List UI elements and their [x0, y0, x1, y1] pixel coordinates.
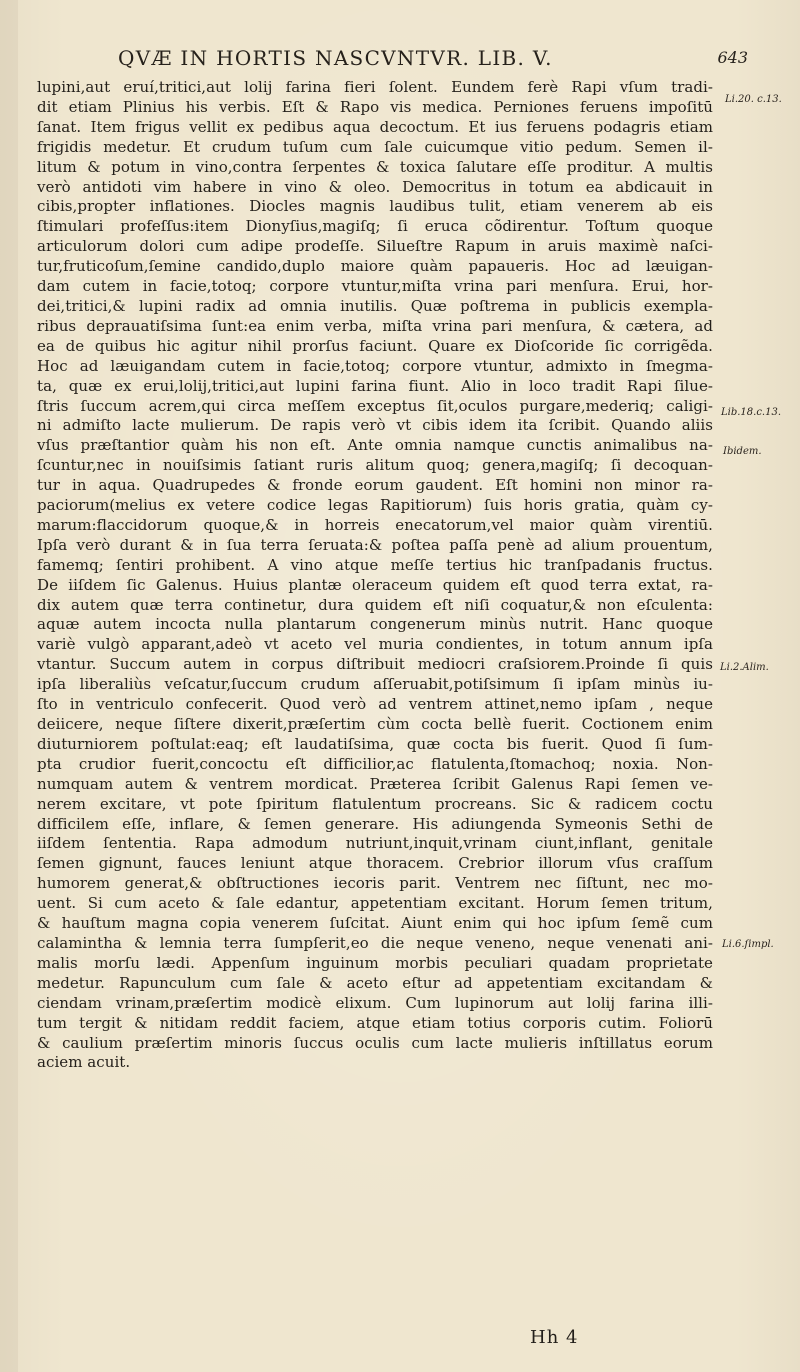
text-line: ta, quæ ex erui,lolij,tritici,aut lupini farina fiunt. Alio in loco tradit Rapi ſilue- — [37, 376, 713, 395]
text-line: verò antidoti vim habere in vino & oleo. Democritus in totum ea abdicauit in — [37, 177, 713, 196]
text-line: lupini,aut eruí,tritici,aut lolij farina fieri ſolent. Eundem ferè Rapi vſum tradi- — [37, 78, 713, 96]
signature-mark: Hh 4 — [530, 1327, 579, 1348]
margin-note: Lib.18.c.13. — [721, 407, 782, 418]
text-line: marum:flaccidorum quoque,& in horreis enecatorum,vel maior quàm virentiū. — [37, 515, 713, 534]
text-line: tum tergit & nitidam reddit faciem, atque etiam totius corporis cutim. Foliorū — [37, 1013, 713, 1032]
text-line: vſus præſtantior quàm his non eſt. Ante omnia namque cunctis animalibus na- — [37, 436, 713, 455]
text-line: famemq; ſentiri prohibent. A vino atque meſſe tertius hic tranſpadanis fructus. — [37, 555, 713, 574]
text-line: iiſdem ſententia. Rapa admodum nutriunt,inquit,vrinam ciunt,inflant, genitale — [37, 834, 713, 853]
text-line: tur,fruticoſum,ſemine candido,duplo maiore quàm papaueris. Hoc ad læuigan- — [37, 257, 713, 276]
text-line: ribus deprauatiſsima ſunt:ea enim verba, miſta vrina pari menſura, & cætera, ad — [37, 316, 713, 335]
margin-note: Li.20. c.13. — [725, 94, 782, 105]
text-line: difficilem eſſe, inflare, & ſemen generare. His adiungenda Symeonis Sethi de — [37, 814, 713, 833]
text-line: ni admiſto lacte mulierum. De rapis verò vt cibis idem ita ſcribit. Quando aliis — [37, 416, 713, 435]
text-line: tur in aqua. Quadrupedes & fronde eorum gaudent. Eſt homini non minor ra- — [37, 476, 713, 495]
text-line: paciorum(melius ex vetere codice legas Rapitiorum) ſuis horis gratia, quàm cy- — [37, 496, 713, 515]
text-line: ciendam vrinam,præſertim modicè elixum. Cum lupinorum aut lolij farina illi- — [37, 993, 713, 1012]
text-line: aciem acuit. — [37, 1053, 131, 1072]
text-line: malis morſu lædi. Appenſum inguinum morbis peculiari quadam proprietate — [37, 953, 713, 972]
text-line: ipſa liberaliùs veſcatur,ſuccum crudum aſſeruabit,potiſsimum ſi ipſam minùs iu- — [37, 675, 713, 694]
page-header — [118, 46, 748, 70]
text-line: Hoc ad læuigandam cutem in facie,totoq; corpore vtuntur, admixto in ſmegma- — [37, 356, 713, 375]
margin-note: Li.2.Alim. — [720, 662, 769, 673]
page-edge-shadow — [0, 0, 18, 1372]
text-line: cibis,propter inflationes. Diocles magnis laudibus tulit, etiam venerem ab eis — [37, 197, 713, 216]
text-line: ſcuntur,nec in nouiſsimis ſatiant ruris alitum quoq; genera,magiſq; ſi decoquan- — [37, 456, 713, 475]
text-line: diuturniorem poſtulat:eaq; eſt laudatiſsima, quæ cocta bis fuerit. Quod ſi ſum- — [37, 734, 713, 753]
text-line: & hauſtum magna copia venerem ſuſcitat. Aiunt enim qui hoc ipſum ſemẽ cum — [37, 914, 713, 933]
text-line: frigidis medetur. Et crudum tuſum cum ſale cuicumque vitio pedum. Semen il- — [37, 137, 713, 156]
margin-note: Ibidem. — [723, 446, 762, 457]
text-line: ſanat. Item frigus vellit ex pedibus aqua decoctum. Et ius feruens podagris etiam — [37, 117, 713, 136]
text-line: calamintha & lemnia terra ſumpſerit,eo die neque veneno, neque venenati ani- — [37, 933, 713, 952]
text-line: ea de quibus hic agitur nihil prorſus faciunt. Quare ex Dioſcoride ſic corrigẽda. — [37, 336, 713, 355]
text-line: numquam autem & ventrem mordicat. Præterea ſcribit Galenus Rapi ſemen ve- — [37, 774, 713, 793]
text-line: variè vulgò apparant,adeò vt aceto vel muria condientes, in totum annum ipſa — [37, 635, 713, 654]
text-line: medetur. Rapunculum cum ſale & aceto eſtur ad appetentiam excitandam & — [37, 973, 713, 992]
body-text — [37, 78, 713, 1073]
text-line: dit etiam Plinius his verbis. Eſt & Rapo vis medica. Perniones feruens impoſitū — [37, 97, 713, 116]
text-line: nerem excitare, vt pote ſpiritum flatulentum procreans. Sic & radicem coctu — [37, 794, 713, 813]
running-title: QVÆ IN HORTIS NASCVNTVR. LIB. V. — [118, 46, 553, 70]
text-line: & caulium præſertim minoris ſuccus oculis cum lacte mulieris inſtillatus eorum — [37, 1033, 713, 1052]
text-line: ſtimulari profeſſus:item Dionyſius,magiſq; ſi eruca cõdirentur. Toſtum quoque — [37, 217, 713, 236]
text-line: ſtris ſuccum acrem,qui circa meſſem exceptus ſit,oculos purgare,mederiq; caligi- — [37, 396, 713, 415]
text-line: aquæ autem incocta nulla plantarum congenerum minùs nutrit. Hanc quoque — [37, 615, 713, 634]
margin-note: Li.6.ſimpl. — [722, 939, 774, 950]
text-line: Ipſa verò durant & in ſua terra ſeruata:& poſtea paſſa penè ad alium prouentum, — [37, 535, 713, 554]
text-line: dei,tritici,& lupini radix ad omnia inutilis. Quæ poſtrema in publicis exempla- — [37, 296, 713, 315]
text-line: ſemen gignunt, fauces leniunt atque thoracem. Crebrior illorum vſus craſſum — [37, 854, 713, 873]
text-line: ſto in ventriculo confecerit. Quod verò ad ventrem attinet,nemo ipſam , neque — [37, 695, 713, 714]
page-number: 643 — [717, 48, 748, 67]
text-line: pta crudior fuerit,concoctu eſt difficilior,ac flatulenta,ſtomachoq; noxia. Non- — [37, 754, 713, 773]
text-line: humorem generat,& obſtructiones iecoris parit. Ventrem nec ſiſtunt, nec mo- — [37, 874, 713, 893]
text-line: uent. Si cum aceto & ſale edantur, appetentiam excitant. Horum ſemen tritum, — [37, 894, 713, 913]
text-line: deiicere, neque ſiſtere dixerit,præſertim cùm cocta bellè fuerit. Coctionem enim — [37, 715, 713, 733]
text-line: articulorum dolori cum adipe prodeſſe. Silueſtre Rapum in aruis maximè naſci- — [37, 237, 713, 256]
text-line: dam cutem in facie,totoq; corpore vtuntur,miſta vrina pari menſura. Erui, hor- — [37, 277, 713, 296]
text-line: De iiſdem ſic Galenus. Huius plantæ oleraceum quidem eſt quod terra extat, ra- — [37, 575, 713, 594]
text-line: dix autem quæ terra continetur, dura quidem eſt niſi coquatur,& non eſculenta: — [37, 595, 713, 614]
text-line: litum & potum in vino,contra ſerpentes & toxica ſalutare eſſe proditur. A multis — [37, 157, 713, 176]
text-line: vtantur. Succum autem in corpus diſtribuit mediocri craſsiorem.Proinde ſi quis — [37, 655, 713, 674]
